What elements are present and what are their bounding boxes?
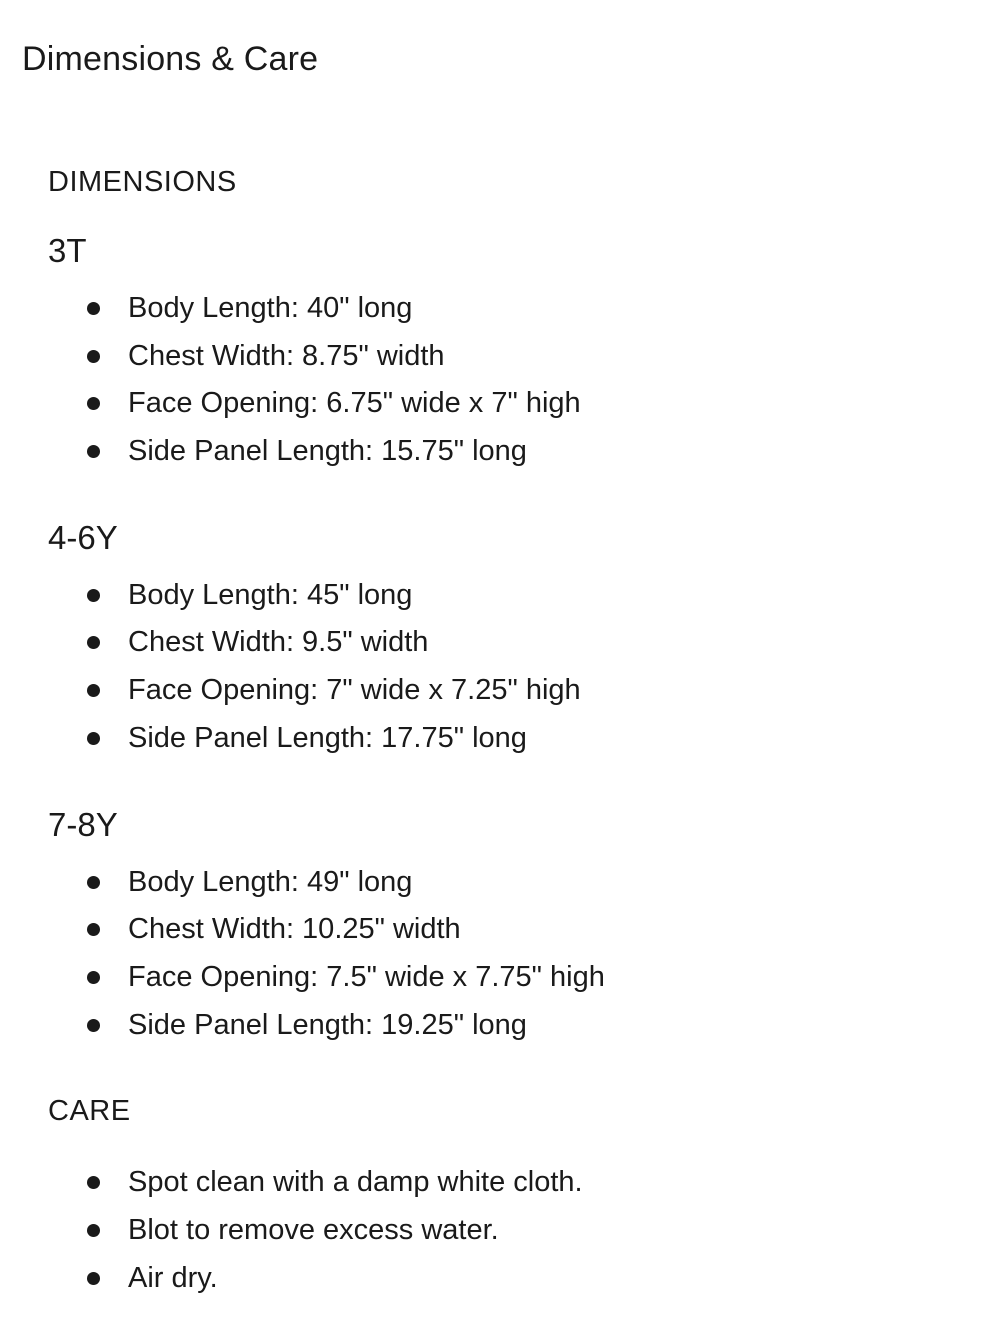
bullet-icon xyxy=(87,1019,100,1032)
bullet-icon xyxy=(87,350,100,363)
list-item-text: Body Length: 40" long xyxy=(128,292,413,324)
list-item xyxy=(128,333,948,381)
bullet-icon xyxy=(87,302,100,315)
list-item xyxy=(128,667,948,715)
list-item-text: Side Panel Length: 17.75" long xyxy=(128,721,527,754)
bullet-icon xyxy=(87,397,100,410)
list-item-text: Body Length: 49" long xyxy=(128,865,413,898)
bullet-icon xyxy=(87,1176,100,1189)
bullet-icon xyxy=(87,636,100,649)
bullet-icon xyxy=(87,1224,100,1237)
list-item-text: Chest Width: 9.5" width xyxy=(128,626,429,659)
bullet-icon xyxy=(87,732,100,745)
list-item xyxy=(128,954,948,1002)
list-item xyxy=(128,859,948,907)
list-item xyxy=(128,380,948,428)
list-item xyxy=(128,1002,948,1050)
list-item-text: Face Opening: 7" wide x 7.25" high xyxy=(128,674,581,707)
bullet-icon xyxy=(87,445,100,458)
bullet-icon xyxy=(87,971,100,984)
bullet-icon xyxy=(87,589,100,602)
dimension-list xyxy=(48,285,948,476)
bullet-icon xyxy=(87,1272,100,1285)
list-item-text: Face Opening: 6.75" wide x 7" high xyxy=(128,387,581,420)
list-item xyxy=(128,1255,948,1303)
size-block-4-6y xyxy=(48,516,948,763)
bullet-icon xyxy=(87,876,100,889)
size-heading: 3T xyxy=(48,232,87,269)
list-item-text: Blot to remove excess water. xyxy=(128,1213,499,1246)
dimension-list xyxy=(48,572,948,763)
list-item-text: Chest Width: 8.75" width xyxy=(128,339,445,372)
size-heading: 7-8Y xyxy=(48,805,118,843)
dimension-list xyxy=(48,859,948,1050)
list-item-text: Face Opening: 7.5" wide x 7.75" high xyxy=(128,960,605,993)
size-block-7-8y xyxy=(48,803,948,1050)
list-item xyxy=(128,1207,948,1255)
dimensions-care-content xyxy=(48,160,948,1302)
list-item xyxy=(128,285,948,333)
list-item-text: Side Panel Length: 19.25" long xyxy=(128,1008,527,1041)
care-heading: CARE xyxy=(48,1095,131,1128)
list-item xyxy=(128,906,948,954)
bullet-icon xyxy=(87,684,100,697)
list-item xyxy=(128,619,948,667)
list-item xyxy=(128,1159,948,1207)
list-item xyxy=(128,428,948,476)
page-title: Dimensions & Care xyxy=(22,40,319,78)
dimensions-heading: DIMENSIONS xyxy=(48,166,237,198)
list-item-text: Spot clean with a damp white cloth. xyxy=(128,1166,583,1199)
list-item-text: Side Panel Length: 15.75" long xyxy=(128,435,527,468)
bullet-icon xyxy=(87,923,100,936)
size-block-3t xyxy=(48,229,948,476)
list-item xyxy=(128,572,948,620)
size-heading: 4-6Y xyxy=(48,518,118,556)
list-item-text: Chest Width: 10.25" width xyxy=(128,913,461,946)
list-item-text: Air dry. xyxy=(128,1261,218,1294)
care-list xyxy=(48,1159,948,1302)
list-item-text: Body Length: 45" long xyxy=(128,578,413,611)
list-item xyxy=(128,715,948,763)
